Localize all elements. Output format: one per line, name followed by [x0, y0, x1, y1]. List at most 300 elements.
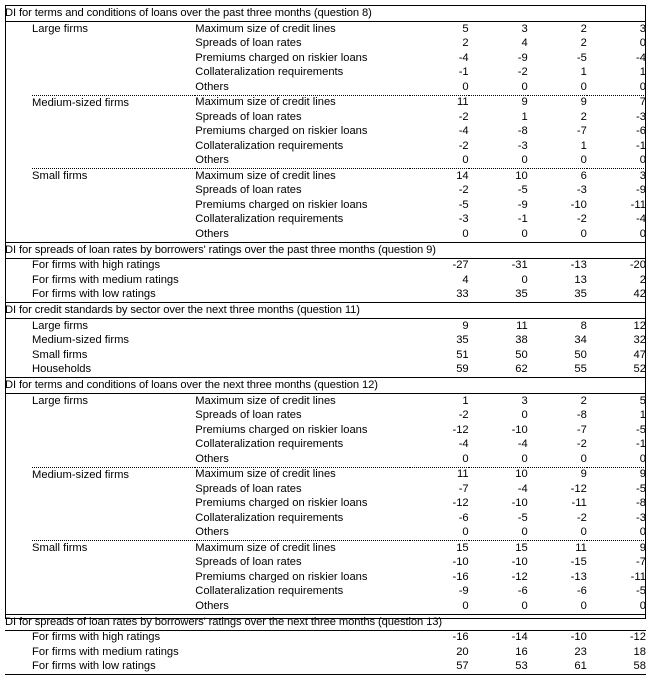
row-item-label [195, 169, 409, 184]
row-value-1 [410, 556, 469, 571]
row-value-1 [410, 467, 469, 482]
row-value-1 [410, 660, 469, 675]
row-value-4 [587, 22, 646, 37]
row-value-2 [469, 363, 528, 378]
row-value-1 [410, 169, 469, 184]
row-gutter [5, 334, 32, 349]
row-value-4 [587, 288, 646, 303]
section-header-row-q9 [5, 242, 646, 258]
row-value-2-text: -5 [517, 511, 528, 524]
row-item-label [195, 556, 409, 571]
row-value-1-text: -16 [452, 631, 469, 644]
row-value-3-text: 55 [574, 363, 587, 376]
row-value-4-text: -3 [636, 110, 646, 123]
row-value-2-text: -14 [511, 631, 528, 644]
row-value-3-text: 23 [574, 645, 587, 658]
row-item-label [195, 110, 409, 125]
row-value-3-text: 2 [580, 110, 587, 123]
row-value-1 [410, 288, 469, 303]
row-value-2-text: 3 [521, 22, 528, 35]
row-value-1 [410, 511, 469, 526]
row-item-label [195, 585, 409, 600]
group-name-cell-text: Medium-sized firms [32, 468, 130, 481]
row-item-label [195, 125, 409, 140]
row-value-1 [410, 22, 469, 37]
row-value-2-text: 11 [516, 319, 528, 332]
row-value-1-text: 11 [457, 96, 469, 109]
row-value-4 [587, 273, 646, 288]
row-value-4 [587, 95, 646, 110]
row-value-4-text: -8 [636, 497, 646, 510]
row-value-2 [469, 169, 528, 184]
row-value-3-text: -13 [570, 570, 587, 583]
row-value-1 [410, 541, 469, 556]
row-value-3-text: -2 [576, 213, 587, 226]
row-gutter [5, 452, 32, 467]
row-value-1-text: 35 [456, 334, 469, 347]
row-value-4-text: -9 [636, 184, 646, 197]
row-value-4-text: 47 [633, 348, 646, 361]
row-value-4-text: 18 [633, 645, 646, 658]
row-value-4-text: -7 [636, 556, 646, 569]
row-item-label-text: Others [195, 599, 229, 612]
row-item-label [195, 37, 409, 52]
row-value-3-text: -5 [576, 51, 587, 64]
row-item-label [32, 660, 410, 675]
row-item-label [195, 154, 409, 169]
row-value-1 [410, 80, 469, 95]
row-value-3-text: -2 [576, 438, 587, 451]
row-value-4 [587, 452, 646, 467]
row-value-3 [528, 348, 587, 363]
row-value-1 [410, 394, 469, 409]
row-value-2 [469, 630, 528, 645]
row-item-label-text: For firms with high ratings [32, 259, 161, 272]
row-value-2-text: 62 [515, 363, 528, 376]
row-value-2 [469, 22, 528, 37]
row-item-label-text: Premiums charged on riskier loans [195, 497, 368, 510]
row-gutter [5, 125, 32, 140]
row-value-1-text: 0 [462, 599, 469, 612]
row-value-1-text: -2 [458, 409, 469, 422]
row-item-label-text: Collateralization requirements [195, 139, 344, 152]
row-item-label-text: Others [195, 452, 229, 465]
row-value-4-text: 0 [639, 227, 646, 240]
row-item-label-text: Medium-sized firms [32, 334, 130, 347]
row-value-3-text: 8 [580, 319, 587, 332]
row-value-3 [528, 452, 587, 467]
row-value-1 [410, 452, 469, 467]
row-value-1-text: -10 [452, 556, 469, 569]
row-value-2 [469, 497, 528, 512]
row-value-1 [410, 497, 469, 512]
row-value-3-text: -15 [570, 556, 587, 569]
row-value-4 [587, 482, 646, 497]
row-item-label [32, 334, 410, 349]
row-value-2 [469, 110, 528, 125]
row-item-label [195, 198, 409, 213]
row-value-3-text: -2 [576, 511, 587, 524]
row-item-label-text: For firms with medium ratings [32, 273, 179, 286]
row-item-label-text: Spreads of loan rates [195, 37, 302, 50]
row-gutter [5, 110, 32, 125]
row-item-label [32, 630, 410, 645]
row-value-2 [469, 423, 528, 438]
row-item-label [195, 409, 409, 424]
row-value-4-text: 7 [639, 96, 646, 109]
row-value-2 [469, 348, 528, 363]
row-item-label-text: Premiums charged on riskier loans [195, 125, 368, 138]
row-value-3 [528, 227, 587, 242]
row-item-label-text: Collateralization requirements [195, 585, 344, 598]
row-value-3-text: 0 [580, 599, 587, 612]
row-value-4-text: 1 [639, 66, 646, 79]
row-value-1-text: -4 [458, 438, 469, 451]
row-value-3 [528, 482, 587, 497]
row-value-1 [410, 319, 469, 334]
row-value-2-text: 3 [521, 394, 528, 407]
row-gutter [5, 258, 32, 273]
row-value-4-text: 0 [639, 154, 646, 167]
row-item-label-text: Premiums charged on riskier loans [195, 198, 368, 211]
section-header-row-q12 [5, 378, 646, 394]
row-value-2-text: -8 [517, 125, 528, 138]
row-value-1 [410, 482, 469, 497]
row-value-1-text: 0 [462, 452, 469, 465]
row-item-label-text: Others [195, 154, 229, 167]
row-gutter [5, 213, 32, 228]
row-item-label [195, 438, 409, 453]
row-item-label-text: Others [195, 80, 229, 93]
row-value-4 [587, 139, 646, 154]
row-value-3-text: 6 [580, 169, 587, 182]
row-value-4 [587, 154, 646, 169]
row-value-2 [469, 599, 528, 614]
row-value-4-text: -6 [636, 125, 646, 138]
row-value-3 [528, 526, 587, 541]
row-item-label [195, 452, 409, 467]
section-title-q11: DI for credit standards by sector over the next three months (question 11) [5, 303, 646, 319]
row-value-1 [410, 645, 469, 660]
row-gutter [5, 169, 32, 184]
row-value-4-text: 2 [639, 273, 646, 286]
row-item-label [32, 319, 410, 334]
row-value-4 [587, 556, 646, 571]
row-value-4 [587, 423, 646, 438]
row-value-4 [587, 319, 646, 334]
row-value-2 [469, 51, 528, 66]
row-value-2 [469, 198, 528, 213]
row-gutter [5, 660, 32, 675]
row-value-4 [587, 334, 646, 349]
row-value-4-text: -4 [636, 213, 646, 226]
row-gutter [5, 273, 32, 288]
table-row [5, 95, 646, 110]
row-gutter [5, 511, 32, 526]
row-value-1 [410, 570, 469, 585]
row-value-2 [469, 319, 528, 334]
row-value-4 [587, 511, 646, 526]
row-value-3 [528, 409, 587, 424]
row-item-label-text: Collateralization requirements [195, 438, 344, 451]
group-name-cell [32, 541, 195, 615]
row-value-1-text: 0 [462, 80, 469, 93]
row-value-3 [528, 570, 587, 585]
row-value-3-text: 0 [580, 80, 587, 93]
row-value-4-text: -1 [636, 438, 646, 451]
row-value-4-text: 12 [633, 319, 646, 332]
row-value-3-text: 2 [580, 394, 587, 407]
row-value-1-text: -2 [458, 110, 469, 123]
row-value-3 [528, 110, 587, 125]
row-value-1 [410, 423, 469, 438]
row-value-1-text: -12 [452, 423, 469, 436]
row-value-4 [587, 660, 646, 675]
table-row [5, 22, 646, 37]
group-name-cell [32, 394, 195, 468]
row-value-1 [410, 438, 469, 453]
row-value-1 [410, 227, 469, 242]
row-value-1-text: 2 [462, 37, 469, 50]
row-value-3 [528, 139, 587, 154]
row-value-1-text: 1 [462, 394, 469, 407]
row-value-4-text: -5 [636, 423, 646, 436]
row-value-3 [528, 198, 587, 213]
row-gutter [5, 394, 32, 409]
row-value-4-text: -4 [636, 51, 646, 64]
row-value-2 [469, 526, 528, 541]
row-item-label-text: Maximum size of credit lines [195, 169, 336, 182]
row-value-2 [469, 409, 528, 424]
row-value-3-text: -13 [570, 259, 587, 272]
group-name-cell-text: Large firms [32, 23, 88, 35]
row-value-4-text: 58 [633, 660, 646, 673]
row-value-2-text: 0 [521, 227, 528, 240]
row-value-3 [528, 184, 587, 199]
row-value-2-text: 1 [521, 110, 528, 123]
row-value-4 [587, 51, 646, 66]
row-value-1-text: -7 [458, 482, 469, 495]
row-gutter [5, 37, 32, 52]
row-value-3 [528, 630, 587, 645]
row-value-2 [469, 125, 528, 140]
di-data-table [5, 5, 646, 675]
row-value-3 [528, 22, 587, 37]
row-gutter [5, 348, 32, 363]
row-value-2-text: 10 [515, 169, 528, 182]
row-gutter [5, 139, 32, 154]
row-gutter [5, 645, 32, 660]
row-value-3 [528, 599, 587, 614]
row-value-3-text: 0 [580, 452, 587, 465]
row-value-1-text: 9 [462, 319, 469, 332]
row-value-4-text: 0 [639, 37, 646, 50]
row-value-1 [410, 348, 469, 363]
row-value-2-text: 4 [521, 37, 528, 50]
row-value-1-text: 20 [456, 645, 469, 658]
row-value-4 [587, 184, 646, 199]
row-item-label-text: Spreads of loan rates [195, 110, 302, 123]
row-value-4 [587, 497, 646, 512]
row-value-3 [528, 556, 587, 571]
group-name-cell-text: Large firms [32, 395, 88, 407]
row-value-3-text: 9 [580, 96, 587, 109]
row-item-label-text: Premiums charged on riskier loans [195, 423, 368, 436]
row-value-3-text: 61 [574, 660, 587, 673]
row-value-2-text: 10 [515, 468, 528, 481]
row-item-label [32, 258, 410, 273]
row-gutter [5, 423, 32, 438]
row-gutter [5, 51, 32, 66]
row-value-2 [469, 288, 528, 303]
row-value-3-text: 1 [580, 66, 587, 79]
row-value-1 [410, 526, 469, 541]
group-name-cell [32, 169, 195, 243]
row-value-3-text: 35 [574, 288, 587, 301]
row-item-label-text: Spreads of loan rates [195, 409, 302, 422]
row-value-1-text: 33 [456, 288, 469, 301]
row-item-label-text: Spreads of loan rates [195, 482, 302, 495]
row-value-1-text: 57 [456, 660, 469, 673]
row-value-3 [528, 319, 587, 334]
row-value-3 [528, 213, 587, 228]
table-row [5, 169, 646, 184]
row-value-4 [587, 66, 646, 81]
table-row [5, 660, 646, 675]
row-value-2-text: -4 [517, 482, 528, 495]
row-value-1 [410, 95, 469, 110]
row-value-2-text: -5 [517, 184, 528, 197]
row-value-3-text: -7 [576, 125, 587, 138]
table-row [5, 394, 646, 409]
group-name-cell-text: Medium-sized firms [32, 96, 130, 109]
row-value-4-text: -12 [629, 631, 646, 644]
row-value-1 [410, 334, 469, 349]
row-value-3 [528, 95, 587, 110]
row-gutter [5, 22, 32, 37]
row-value-3 [528, 80, 587, 95]
row-value-3 [528, 645, 587, 660]
row-value-1-text: -2 [458, 139, 469, 152]
row-gutter [5, 570, 32, 585]
row-value-1 [410, 585, 469, 600]
row-value-4-text: 9 [639, 468, 646, 481]
row-item-label [195, 139, 409, 154]
row-value-1 [410, 273, 469, 288]
row-value-4 [587, 409, 646, 424]
row-item-label [195, 80, 409, 95]
row-item-label [195, 213, 409, 228]
row-item-label-text: For firms with medium ratings [32, 645, 179, 658]
row-value-2 [469, 467, 528, 482]
row-item-label-text: Maximum size of credit lines [195, 394, 336, 407]
row-value-4 [587, 227, 646, 242]
table-row [5, 348, 646, 363]
row-value-1-text: -9 [458, 585, 469, 598]
row-value-4 [587, 125, 646, 140]
row-value-2-text: -9 [517, 198, 528, 211]
row-item-label [195, 95, 409, 110]
row-value-2-text: 53 [515, 660, 528, 673]
row-value-3-text: 11 [575, 541, 587, 554]
row-item-label-text: Others [195, 227, 229, 240]
row-value-2-text: 0 [521, 599, 528, 612]
row-gutter [5, 585, 32, 600]
row-value-1-text: 0 [462, 526, 469, 539]
row-item-label [195, 570, 409, 585]
row-value-2 [469, 452, 528, 467]
row-value-3-text: -8 [576, 409, 587, 422]
row-item-label [195, 599, 409, 614]
row-item-label-text: Others [195, 526, 229, 539]
row-item-label [195, 497, 409, 512]
row-value-2-text: -2 [517, 66, 528, 79]
row-value-2-text: 9 [521, 96, 528, 109]
row-gutter [5, 497, 32, 512]
row-value-3-text: -12 [570, 482, 587, 495]
row-item-label [195, 394, 409, 409]
row-value-1 [410, 258, 469, 273]
row-value-2-text: 50 [515, 348, 528, 361]
row-value-4 [587, 585, 646, 600]
row-value-2 [469, 258, 528, 273]
row-item-label-text: Maximum size of credit lines [195, 22, 336, 35]
row-value-4-text: 42 [633, 288, 646, 301]
row-item-label [32, 348, 410, 363]
row-value-1 [410, 630, 469, 645]
row-value-2 [469, 660, 528, 675]
row-value-3 [528, 511, 587, 526]
row-item-label-text: Collateralization requirements [195, 511, 344, 524]
row-value-4 [587, 599, 646, 614]
row-value-2-text: 0 [521, 409, 528, 422]
row-value-3 [528, 334, 587, 349]
table-row [5, 467, 646, 482]
row-value-2 [469, 482, 528, 497]
row-value-4 [587, 37, 646, 52]
row-value-2-text: 16 [515, 645, 528, 658]
row-value-4-text: -1 [636, 139, 646, 152]
row-value-1 [410, 139, 469, 154]
row-value-2 [469, 541, 528, 556]
group-name-cell [32, 95, 195, 169]
row-value-3-text: 1 [580, 139, 587, 152]
section-header-row-q8 [5, 6, 646, 22]
table-row [5, 258, 646, 273]
row-value-2 [469, 585, 528, 600]
row-value-1-text: -5 [458, 198, 469, 211]
table-row [5, 273, 646, 288]
row-value-3 [528, 66, 587, 81]
row-value-2-text: -6 [517, 585, 528, 598]
row-item-label [195, 227, 409, 242]
section-header-row-q11 [5, 303, 646, 319]
section-title-q8: DI for terms and conditions of loans over the past three months (question 8) [5, 6, 646, 22]
row-value-3-text: -10 [570, 631, 587, 644]
row-value-3 [528, 37, 587, 52]
row-item-label [32, 645, 410, 660]
row-value-1-text: -4 [458, 125, 469, 138]
row-value-2-text: -1 [517, 213, 528, 226]
row-value-2 [469, 139, 528, 154]
row-value-2 [469, 394, 528, 409]
row-value-3-text: 50 [574, 348, 587, 361]
row-value-4 [587, 363, 646, 378]
row-value-1-text: -6 [458, 511, 469, 524]
row-value-1 [410, 213, 469, 228]
row-item-label [32, 288, 410, 303]
row-value-4 [587, 630, 646, 645]
